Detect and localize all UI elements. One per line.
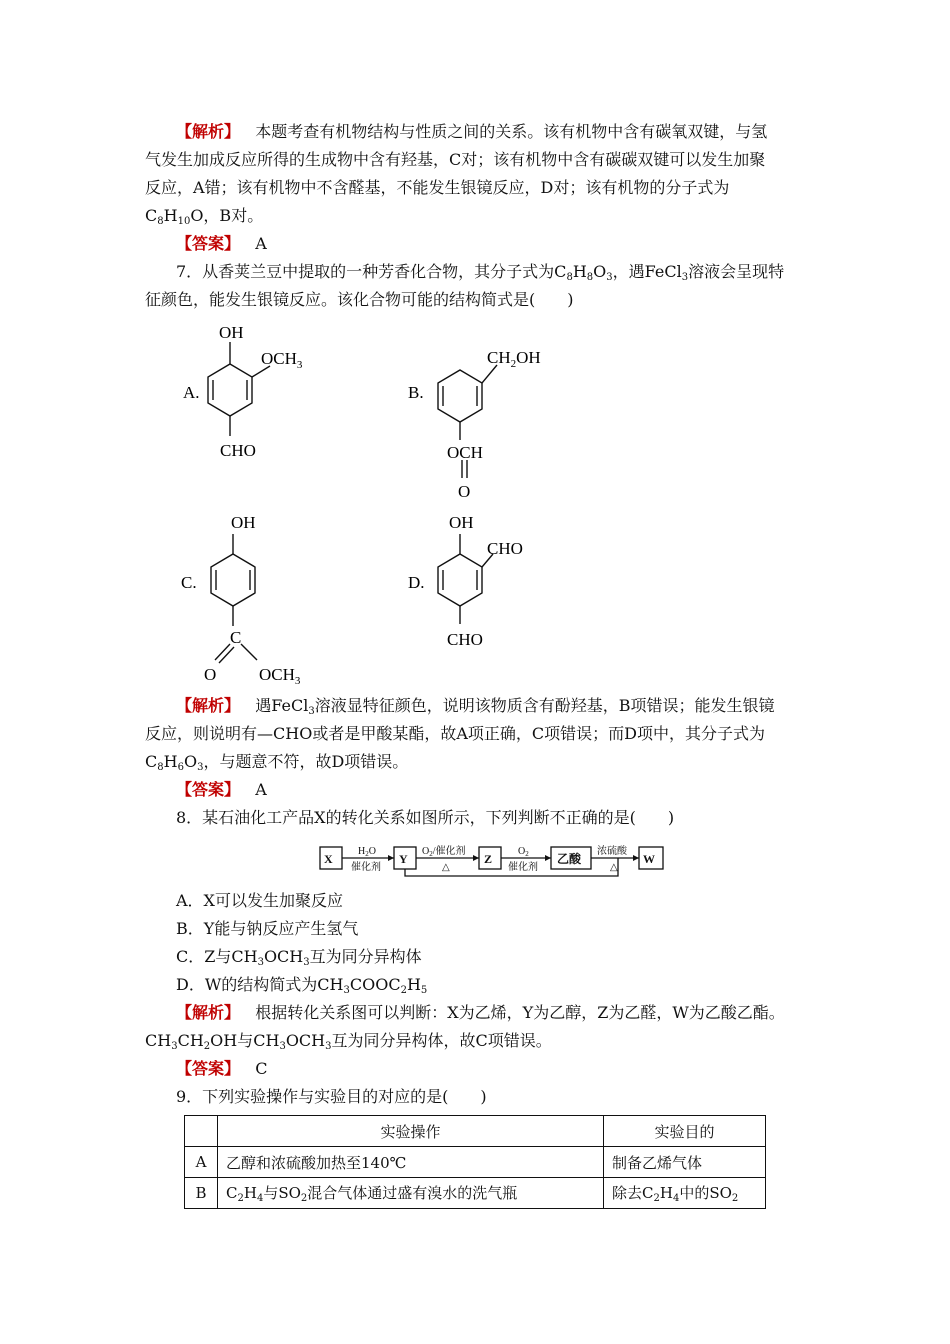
q8-option-c: C．Z与$CH_3OCH_3$互为同分异构体 <box>176 947 422 968</box>
flow-x: X <box>324 852 333 866</box>
row-goal: 制备乙烯气体 <box>604 1147 766 1178</box>
och3-group: $OCH_3$ <box>261 349 303 371</box>
q8-analysis-line1: 【解析】 根据转化关系图可以判断：X为乙烯，Y为乙醇，Z为乙醛，W为乙酸乙酯。 <box>176 1003 785 1022</box>
q7-answer <box>176 779 267 801</box>
q8-flow-diagram <box>318 840 670 880</box>
option-b-structure <box>405 340 575 505</box>
q6-answer <box>176 233 267 255</box>
analysis-tag: 【解析】 <box>176 122 241 141</box>
option-b-label: B. <box>408 383 424 402</box>
analysis-tag: 【解析】 <box>176 1003 241 1022</box>
q6-analysis-line2: 气发生加成反应所得的生成物中含有羟基，C对；该有机物中含有碳碳双键可以发生加聚 <box>145 150 766 169</box>
header-operation: 实验操作 <box>218 1116 604 1147</box>
cho-group: CHO <box>447 630 483 649</box>
q7-stem-line1: 7．从香荚兰豆中提取的一种芳香化合物，其分子式为$C_8H_8O_3$，遇FeCl$_3$溶液会呈现特 <box>176 262 785 283</box>
answer-value: A <box>255 780 267 799</box>
q6-analysis-line3: 反应，A错；该有机物中不含醛基，不能发生银镜反应，D对；该有机物的分子式为 <box>145 178 730 197</box>
oh-group: OH <box>449 513 474 532</box>
option-a-structure <box>175 318 335 468</box>
flow-cat-label: 催化剂 <box>351 862 381 873</box>
q7-stem-line2: 征颜色，能发生银镜反应。该化合物可能的结构简式是( ) <box>145 290 574 309</box>
row-operation: 乙醇和浓硫酸加热至140℃ <box>218 1147 604 1178</box>
row-key: B <box>185 1178 218 1209</box>
q7-analysis-line2: 反应，则说明有—CHO或者是甲酸某酯，故A项正确，C项错误；而D项中，其分子式为 <box>145 724 765 743</box>
q8-analysis-line2: $CH_3CH_2OH$与$CH_3OCH_3$互为同分异构体，故C项错误。 <box>145 1031 552 1052</box>
header-goal: 实验目的 <box>604 1116 766 1147</box>
q8-answer <box>176 1058 268 1080</box>
q7-analysis-line1: 【解析】 遇FeCl$_3$溶液显特征颜色，说明该物质含有酚羟基，B项错误；能发生银镜 <box>176 696 775 717</box>
flow-delta1: △ <box>442 862 450 873</box>
option-c-label: C. <box>181 573 197 592</box>
answer-value: A <box>255 234 267 253</box>
option-c-structure <box>175 508 335 688</box>
cho-group: CHO <box>220 441 256 460</box>
answer-tag: 【答案】 <box>176 780 241 799</box>
q9-stem: 9．下列实验操作与实验目的对应的是( ) <box>176 1087 487 1106</box>
analysis-tag: 【解析】 <box>176 696 241 715</box>
row-operation: $C_2H_4$与$SO_2$混合气体通过盛有溴水的洗气瓶 <box>218 1178 604 1209</box>
option-d-structure <box>405 508 575 658</box>
answer-tag: 【答案】 <box>176 1059 241 1078</box>
carbonyl-o: O <box>458 482 471 501</box>
table-row <box>185 1147 766 1178</box>
ch2oh-group: $CH_2OH$ <box>487 348 541 370</box>
flow-z: Z <box>484 852 493 866</box>
cho-group: CHO <box>487 539 523 558</box>
flow-h2o-label: $H_2O$ <box>358 846 376 858</box>
flow-acid: 乙酸 <box>557 852 582 866</box>
option-d-label: D. <box>408 573 425 592</box>
flow-o2-label: $O_2$ <box>518 846 529 858</box>
answer-tag: 【答案】 <box>176 234 241 253</box>
q6-analysis-line4: $C_8H_{10}O$，B对。 <box>145 206 264 227</box>
flow-cat2-label: 催化剂 <box>508 862 538 873</box>
table-row <box>185 1178 766 1209</box>
carbonyl-o: O <box>204 665 217 684</box>
experiment-table <box>184 1115 766 1209</box>
och-group: OCH <box>447 443 483 462</box>
option-a-label: A. <box>183 383 200 402</box>
answer-value: C <box>255 1059 268 1078</box>
q7-analysis-line3: $C_8H_6O_3$，与题意不符，故D项错误。 <box>145 752 409 773</box>
q6-analysis-line1: 【解析】 本题考查有机物结构与性质之间的关系。该有机物中含有碳氧双键，与氢 <box>176 122 768 141</box>
q8-option-a: A．X可以发生加聚反应 <box>176 891 343 910</box>
table-header-row <box>185 1116 766 1147</box>
och3-group: $OCH_3$ <box>259 665 301 687</box>
flow-o2cat-label: $O_2/$催化剂 <box>422 846 466 858</box>
q8-stem: 8．某石油化工产品X的转化关系如图所示，下列判断不正确的是( ) <box>176 808 675 827</box>
row-key: A <box>185 1147 218 1178</box>
q8-option-d: D．W的结构简式为$CH_3COOC_2H_5$ <box>176 975 428 996</box>
q8-option-b: B．Y能与钠反应产生氢气 <box>176 919 359 938</box>
flow-delta2: △ <box>610 862 618 873</box>
flow-h2so4-label: 浓硫酸 <box>597 846 627 857</box>
oh-group: OH <box>219 323 244 342</box>
carbon-atom: C <box>230 628 242 647</box>
row-goal: 除去$C_2H_4$中的$SO_2$ <box>604 1178 766 1209</box>
oh-group: OH <box>231 513 256 532</box>
flow-w: W <box>643 852 655 866</box>
flow-y: Y <box>399 852 408 866</box>
